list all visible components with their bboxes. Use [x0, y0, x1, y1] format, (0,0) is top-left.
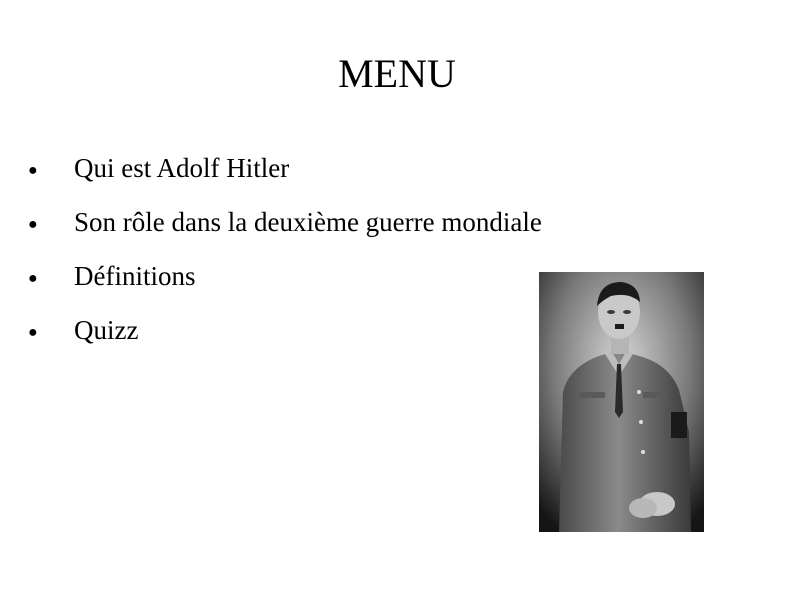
menu-item-label: Qui est Adolf Hitler — [74, 152, 290, 183]
menu-item-label: Quizz — [74, 314, 139, 345]
menu-item-label: Définitions — [74, 260, 196, 291]
menu-item-quizz[interactable] — [28, 303, 542, 357]
slide-title: MENU — [338, 51, 456, 96]
bullet-icon: ● — [28, 162, 38, 179]
portrait-photo — [539, 272, 704, 532]
menu-item-definitions[interactable] — [28, 249, 542, 303]
bullet-icon: ● — [28, 324, 38, 341]
bullet-icon: ● — [28, 216, 38, 233]
menu-item-qui-est-hitler[interactable] — [28, 141, 542, 195]
bullet-icon: ● — [28, 270, 38, 287]
menu-item-role-guerre[interactable] — [28, 195, 542, 249]
menu-list — [28, 141, 542, 357]
menu-item-label: Son rôle dans la deuxième guerre mondiale — [74, 206, 542, 237]
